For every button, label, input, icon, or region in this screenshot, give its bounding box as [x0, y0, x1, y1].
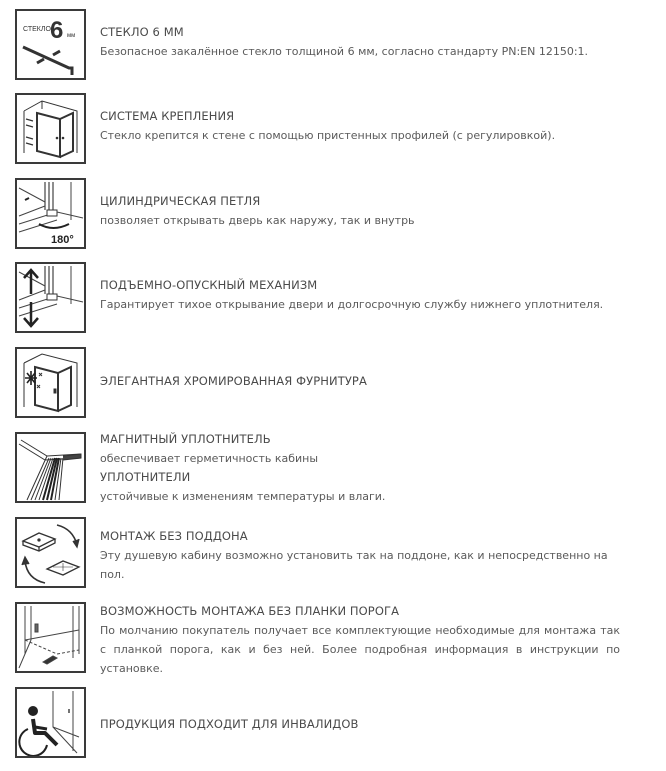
feature-description: Эту душевую кабину возможно установить так на поддоне, как и непосредственно на пол. [100, 549, 608, 581]
glass-6mm-icon [15, 9, 86, 80]
feature-description: Стекло крепится к стене с помощью пристенных профилей (с регулировкой). [100, 129, 556, 142]
feature-title: МОНТАЖ БЕЗ ПОДДОНА [100, 529, 248, 543]
feature-title: ЦИЛИНДРИЧЕСКАЯ ПЕТЛЯ [100, 194, 261, 208]
feature-title: ВОЗМОЖНОСТЬ МОНТАЖА БЕЗ ПЛАНКИ ПОРОГА [100, 604, 400, 618]
feature-lift-mechanism [0, 262, 666, 334]
feature-chrome-fittings [0, 347, 666, 419]
chrome-fittings-icon [15, 347, 86, 418]
no-tray-install-icon [15, 517, 86, 588]
feature-title: МАГНИТНЫЙ УПЛОТНИТЕЛЬ [100, 432, 271, 446]
hinge-180-icon [15, 178, 86, 249]
feature-magnetic-seal [0, 432, 666, 504]
feature-description: Безопасное закалённое стекло толщиной 6 мм, согласно стандарту PN:EN 12150:1. [100, 45, 589, 58]
feature-title: СИСТЕМА КРЕПЛЕНИЯ [100, 109, 235, 123]
feature-description: Гарантирует тихое открывание двери и долгосрочную службу нижнего уплотнителя. [100, 298, 604, 311]
feature-description: позволяет открывать дверь как наружу, так и внутрь [100, 214, 415, 227]
lift-mechanism-icon [15, 262, 86, 333]
feature-no-threshold-install [0, 602, 666, 674]
wall-mount-icon [15, 93, 86, 164]
magnetic-seal-icon [15, 432, 86, 503]
wheelchair-accessible-icon [15, 687, 86, 758]
feature-description: обеспечивает герметичность кабины [100, 452, 319, 465]
feature-glass-6mm [0, 9, 666, 81]
feature-title-secondary: УПЛОТНИТЕЛИ [100, 470, 191, 484]
svg-text:6: 6 [50, 17, 64, 44]
feature-mounting-system [0, 93, 666, 165]
feature-title: ЭЛЕГАНТНАЯ ХРОМИРОВАННАЯ ФУРНИТУРА [100, 374, 367, 388]
feature-wheelchair-accessible [0, 687, 666, 759]
feature-no-tray-install [0, 517, 666, 589]
feature-description-secondary: устойчивые к изменениям температуры и влаги. [100, 490, 386, 503]
feature-description: По молчанию покупатель получает все комплектующие необходимые для монтажа так с планкой порога, как и без ней. Более подробная информация в инструкции по установке. [100, 624, 620, 675]
feature-title: ПРОДУКЦИЯ ПОДХОДИТ ДЛЯ ИНВАЛИДОВ [100, 717, 359, 731]
svg-text:180°: 180° [51, 234, 74, 246]
svg-text:мм: мм [67, 33, 76, 39]
feature-cylindrical-hinge [0, 178, 666, 250]
no-threshold-install-icon [15, 602, 86, 673]
feature-title: ПОДЪЕМНО-ОПУСКНЫЙ МЕХАНИЗМ [100, 278, 318, 292]
feature-title: СТЕКЛО 6 ММ [100, 25, 184, 39]
svg-text:СТЕКЛО: СТЕКЛО [23, 26, 51, 33]
